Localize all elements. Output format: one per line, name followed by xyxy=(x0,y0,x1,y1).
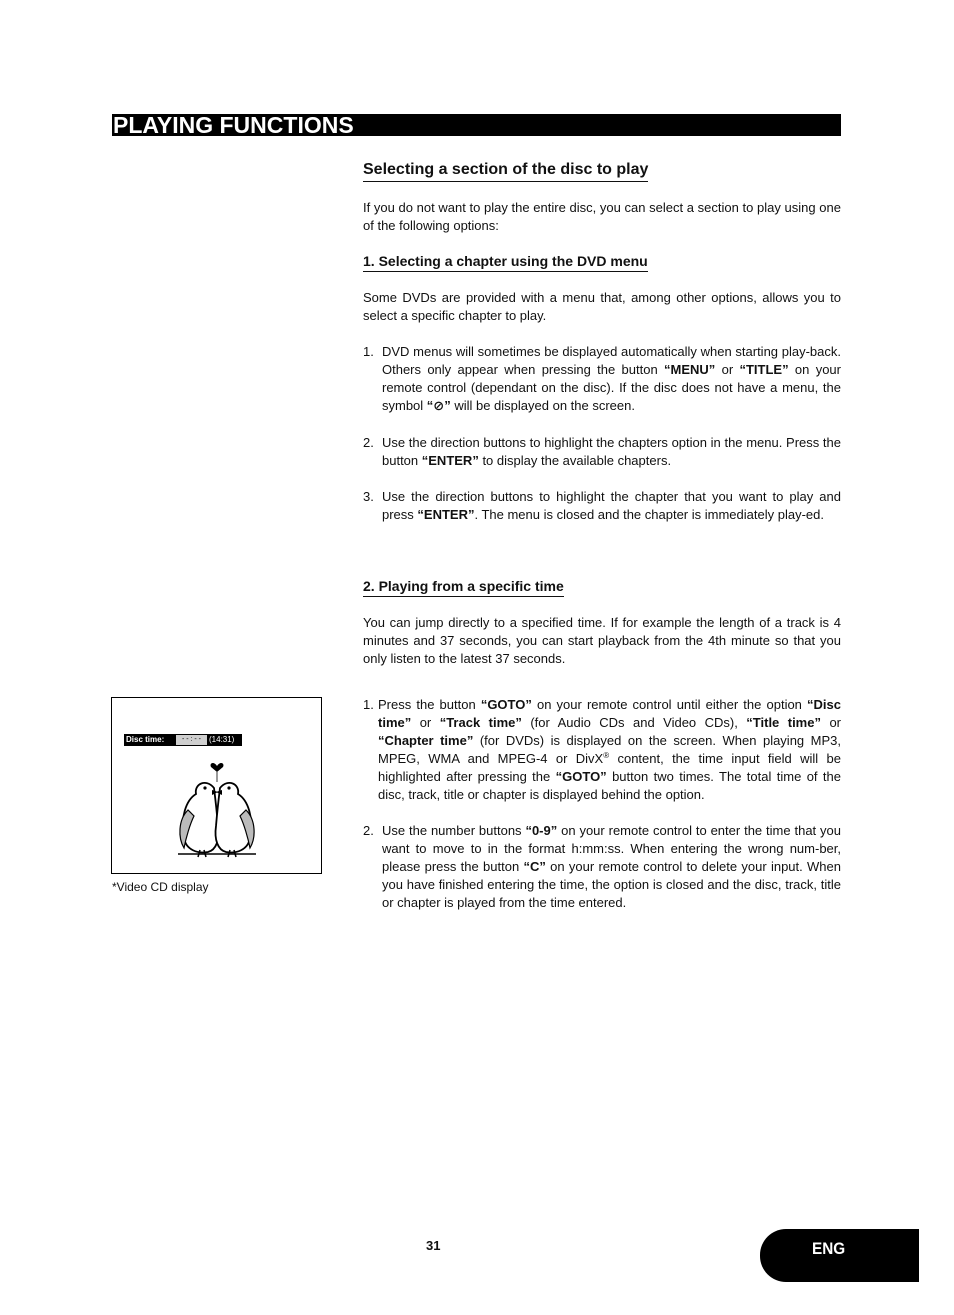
step-number: 2. xyxy=(363,823,374,838)
page-title: PLAYING FUNCTIONS xyxy=(112,114,841,136)
step-text: Use the number buttons “0-9” on your remote control to enter the time that you want to move to in the format h:mm:ss. When entering the wrong num-ber, please press the button “C” on your remote control to delete your input. When you have finished entering the time, the option is closed and the disc, track, title or chapter is played from the time entered. xyxy=(382,823,842,910)
no-entry-symbol-icon: “⊘” xyxy=(426,398,451,413)
osd-time-input: - - : - - xyxy=(176,735,207,745)
step-number: 3. xyxy=(363,489,374,504)
step-number: 1. xyxy=(363,697,374,712)
sub2-step-2 xyxy=(363,822,841,912)
subsection-1-intro-text: Some DVDs are provided with a menu that, among other options, allows you to select a specific chapter to play. xyxy=(363,290,841,323)
step-number: 2. xyxy=(363,435,374,450)
subsection-2-intro xyxy=(363,614,841,668)
section-intro xyxy=(363,199,841,235)
step-text: Press the button “GOTO” on your remote control until either the option “Disc time” or “Track time” (for Audio CDs and Video CDs), “Title time” or “Chapter time” (for DVDs) is displayed on the screen. When playing MP3, MPEG, WMA and MPEG-4 or DivX® content, the time input field will be highlighted after pressing the “GOTO” button two times. The total time of the disc, track, title or chapter is displayed behind the option. xyxy=(378,697,842,802)
section-intro-text: If you do not want to play the entire disc, you can select a section to play using one of the following options: xyxy=(363,200,841,233)
video-cd-screen-illustration xyxy=(111,697,322,874)
step-text: DVD menus will sometimes be displayed automatically when starting play-back. Others only appear when pressing the button “MENU” or “TITLE” on your remote control (dependant on the disc). If the disc does not have a menu, the symbol “⊘” will be displayed on the screen. xyxy=(382,344,841,413)
sub2-step-1 xyxy=(363,696,841,804)
subsection-1-heading: 1. Selecting a chapter using the DVD menu xyxy=(363,252,648,272)
page-number: 31 xyxy=(426,1238,441,1253)
subsection-2-intro-text: You can jump directly to a specified time. If for example the length of a track is 4 minutes and 37 seconds, you can start playback from the 4th minute so that you only listen to the latest 37 seconds. xyxy=(363,615,841,666)
step-text: Use the direction buttons to highlight the chapters option in the menu. Press the button “ENTER” to display the available chapters. xyxy=(382,435,841,468)
sub1-step-1 xyxy=(363,343,841,415)
love-birds-icon xyxy=(176,758,258,860)
sub1-step-2 xyxy=(363,434,841,470)
osd-total-time: (14:31) xyxy=(209,735,235,744)
language-tab xyxy=(760,1229,919,1282)
language-tab-label: ENG xyxy=(812,1239,846,1258)
osd-label: Disc time: xyxy=(126,735,165,744)
subsection-2-heading: 2. Playing from a specific time xyxy=(363,577,564,597)
step-text: Use the direction buttons to highlight the chapter that you want to play and press “ENTER”. The menu is closed and the chapter is immediately play-ed. xyxy=(382,489,841,522)
sub1-step-3 xyxy=(363,488,841,524)
subsection-1-intro xyxy=(363,289,841,325)
step-number: 1. xyxy=(363,344,374,359)
section-heading: Selecting a section of the disc to play xyxy=(363,160,648,182)
disc-time-osd xyxy=(124,734,242,746)
figure-caption: *Video CD display xyxy=(112,880,209,894)
